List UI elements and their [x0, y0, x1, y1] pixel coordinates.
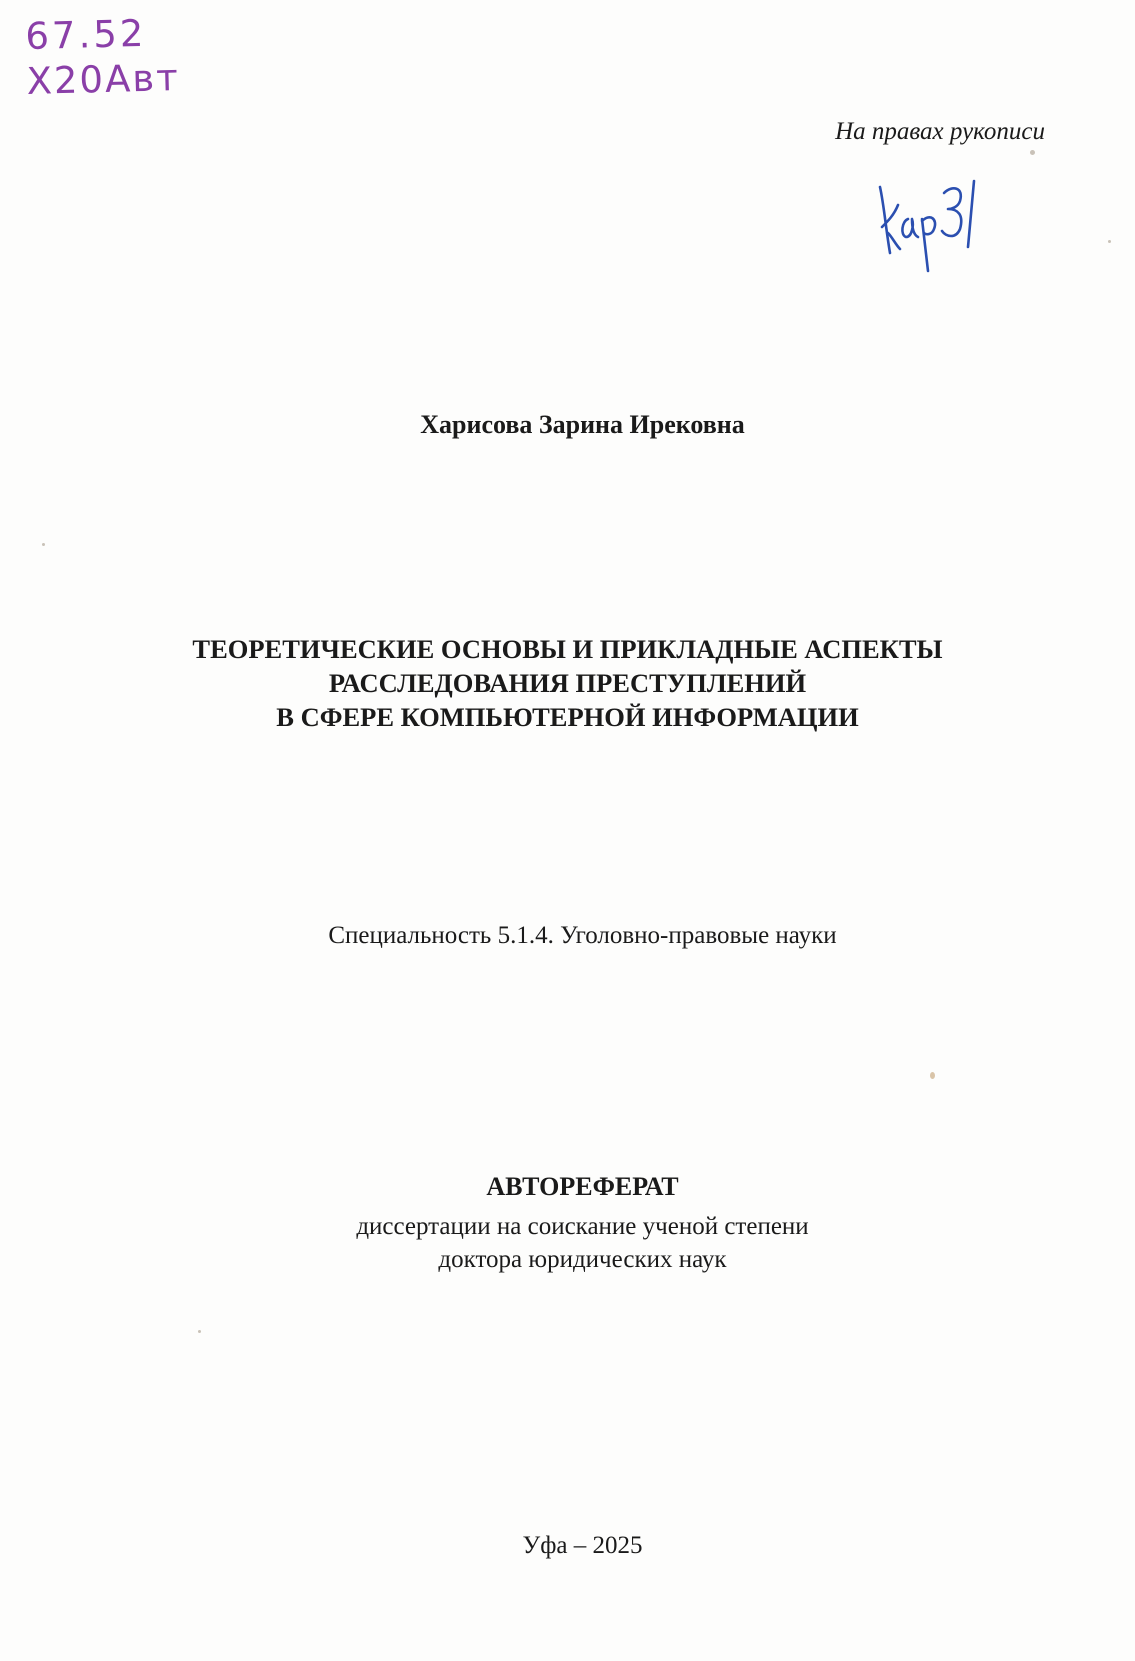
scan-speck	[42, 543, 45, 546]
title-line: РАССЛЕДОВАНИЯ ПРЕСТУПЛЕНИЙ	[328, 668, 807, 698]
document-type: АВТОРЕФЕРАТ	[486, 1172, 679, 1201]
title-line: В СФЕРЕ КОМПЬЮТЕРНОЙ ИНФОРМАЦИИ	[276, 702, 859, 732]
scan-speck	[1030, 150, 1035, 155]
signature-icon	[874, 175, 984, 275]
degree-line: доктора юридических наук	[438, 1246, 727, 1273]
stamp-line-2: Х20Авт	[26, 55, 181, 103]
title-line: ТЕОРЕТИЧЕСКИЕ ОСНОВЫ И ПРИКЛАДНЫЕ АСПЕКТЫ	[192, 634, 943, 664]
scan-speck	[198, 1330, 201, 1333]
place-and-year: Уфа – 2025	[522, 1532, 643, 1559]
specialty: Специальность 5.1.4. Уголовно-правовые науки	[328, 922, 837, 949]
degree-line: диссертации на соискание ученой степени	[356, 1213, 809, 1240]
library-stamp-handwritten	[25, 10, 180, 104]
rights-note: На правах рукописи	[835, 118, 1045, 145]
degree-description	[0, 1210, 1135, 1276]
stamp-line-1: 67.52	[24, 11, 147, 59]
author-name: Харисова Зарина Ирековна	[420, 410, 745, 439]
scan-speck	[1108, 240, 1111, 243]
dissertation-title	[0, 632, 1135, 734]
scan-speck	[930, 1072, 935, 1079]
